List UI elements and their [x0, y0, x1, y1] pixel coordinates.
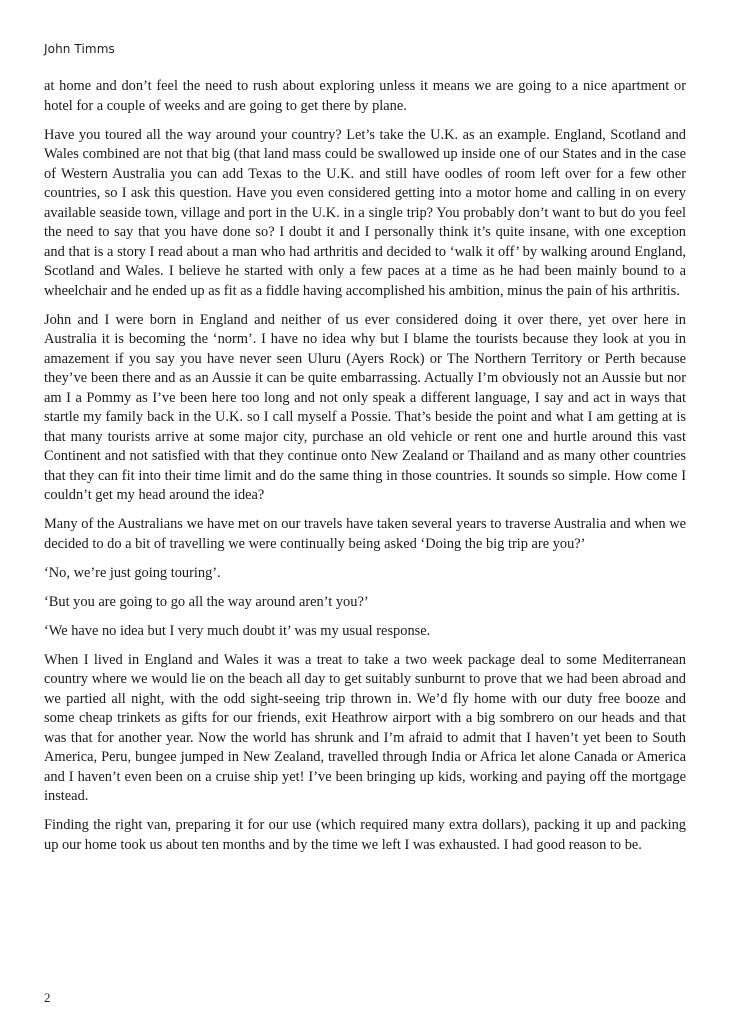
dialogue-line: ‘We have no idea but I very much doubt it’ was my usual response.	[44, 622, 431, 639]
paragraph: Have you toured all the way around your country? Let’s take the U.K. as an example. England, Scotland and Wales combined are not that big (that land mass could be swallowed up inside one of our States and in the case of Western Australia you can add Texas to the U.K. and still have oodles of room left over for a few other countries, so I ask this question. Have you even considered getting into a motor home and calling in on every available seaside town, village and port in the U.K. in a single trip? You probably don’t want to but do you feel the need to say that you have done so? I doubt it and I personally think it’s quite insane, with one exception and that is a story I read about a man who had arthritis and decided to ‘walk it off’ by walking around England, Scotland and Wales. I believe he started with only a few paces at a time as he had been mainly bound to a wheelchair and he ended up as fit as a fiddle having accomplished his ambition, minus the pain of his arthritis.	[44, 126, 686, 299]
paragraph: Many of the Australians we have met on our travels have taken several years to traverse Australia and when we decided to do a bit of travelling we were continually being asked ‘Doing the big trip are you?’	[44, 516, 686, 552]
paragraph: at home and don’t feel the need to rush about exploring unless it means we are going to a nice apartment or hotel for a couple of weeks and are going to get there by plane.	[44, 78, 686, 114]
page-number: 2	[44, 990, 51, 1005]
dialogue-line: ‘But you are going to go all the way around aren’t you?’	[44, 593, 369, 610]
body-text	[44, 77, 686, 865]
paragraph: John and I were born in England and neither of us ever considered doing it over there, yet over here in Australia it is becoming the ‘norm’. I have no idea why but I blame the tourists because they look at you in amazement if you say you have never seen Uluru (Ayers Rock) or The Northern Territory or Perth because they’ve been there and as an Aussie it can be quite embarrassing. Actually I’m obviously not an Aussie but nor am I a Pommy as I’ve been here too long and not only speak a different language, I say and act in ways that startle my family back in the U.K. so I call myself a Possie. That’s beside the point and what I am getting at is that many tourists arrive at some major city, purchase an old vehicle or rent one and hurtle around this vast Continent and not satisfied with that they continue onto New Zealand or Thailand and as many other countries that they can fit into their time limit and do the same thing in those countries. It sounds so simple. How come I couldn’t get my head around the idea?	[44, 311, 686, 503]
dialogue-line: ‘No, we’re just going touring’.	[44, 564, 221, 581]
running-header: John Timms	[44, 42, 115, 56]
paragraph: When I lived in England and Wales it was a treat to take a two week package deal to some Mediterranean country where we would lie on the beach all day to get suitably sunburnt to prove that we had been abroad and we partied all night, with the odd sight-seeing trip thrown in. We’d fly home with our duty free booze and some cheap trinkets as gifts for our friends, exit Heathrow airport with a big sombrero on our heads and that was that for another year. Now the world has shrunk and I’m afraid to admit that I haven’t yet been to South America, Peru, bungee jumped in New Zealand, travelled through India or Africa let alone Canada or America and I haven’t even been on a cruise ship yet! I’ve been bringing up kids, working and paying off the mortgage instead.	[44, 651, 686, 804]
paragraph: Finding the right van, preparing it for our use (which required many extra dollars), packing it up and packing up our home took us about ten months and by the time we left I was exhausted. I had good reason to be.	[44, 817, 686, 853]
